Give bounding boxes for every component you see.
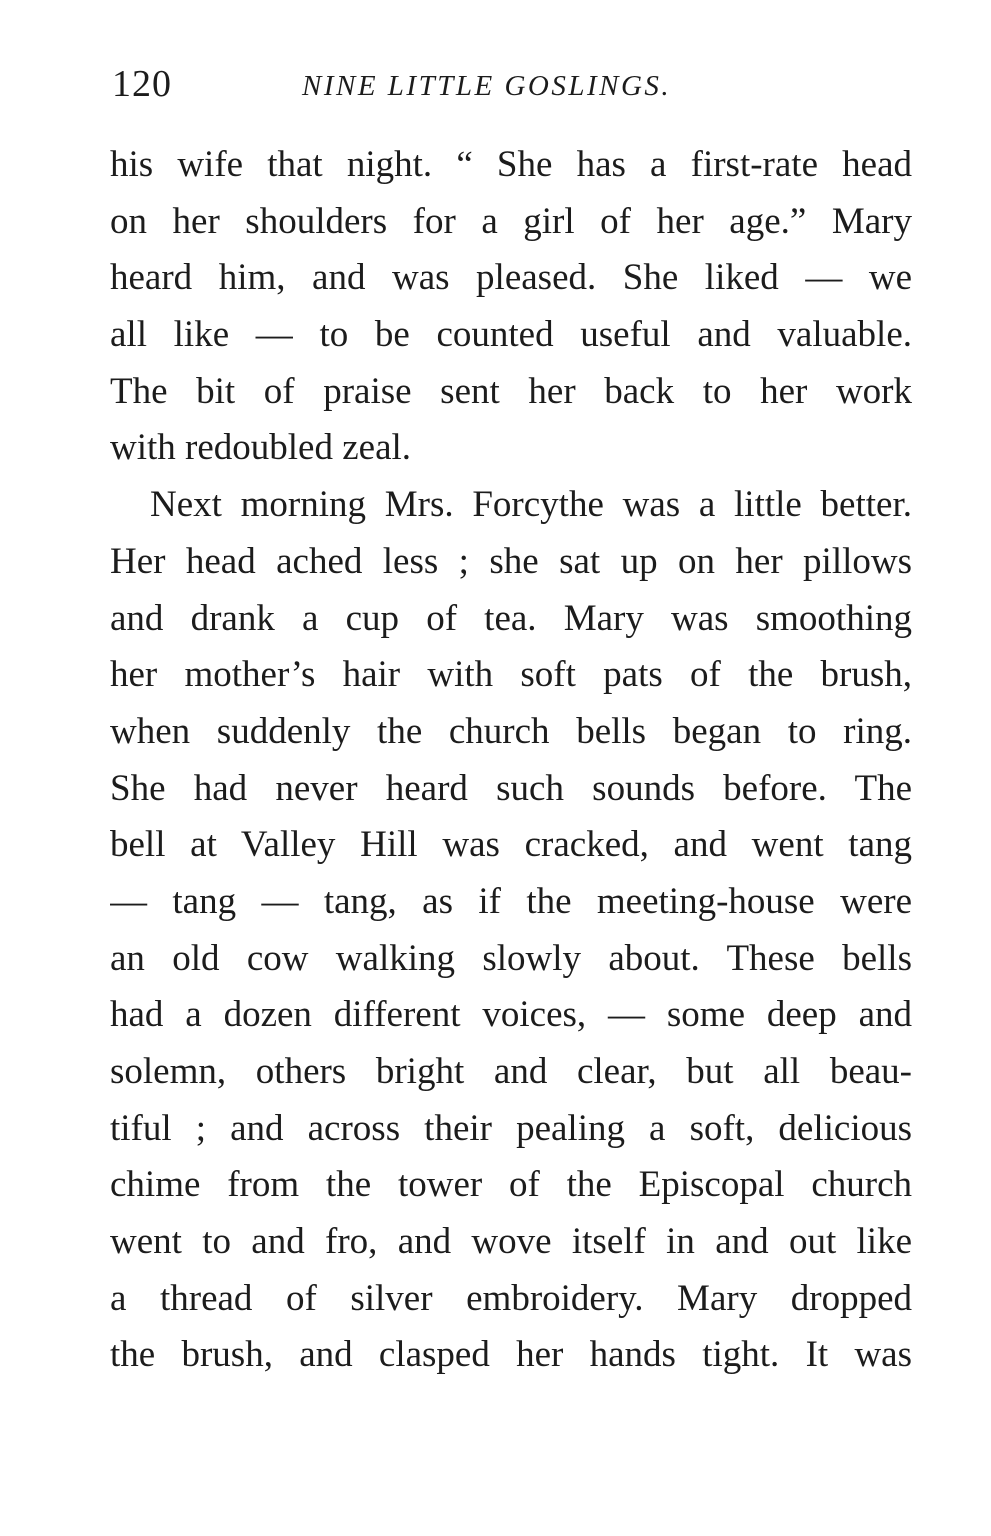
text-line: — tang — tang, as if the meeting-house were (110, 880, 912, 922)
page-number: 120 (112, 63, 172, 105)
text-line: went to and fro, and wove itself in and out like (110, 1221, 912, 1263)
text-line: his wife that night. “ She has a first-rate head (110, 144, 912, 185)
text-line: and drank a cup of tea. Mary was smoothing (110, 597, 912, 639)
text-line: Her head ached less ; she sat up on her pillows (110, 540, 912, 582)
text-line: had a dozen different voices, — some deep and (110, 994, 912, 1036)
text-line: chime from the tower of the Episcopal church (110, 1164, 912, 1206)
text-line: her mother’s hair with soft pats of the brush, (110, 654, 912, 696)
running-title: NINE LITTLE GOSLINGS. (302, 70, 672, 102)
text-line: the brush, and clasped her hands tight. It was (110, 1334, 912, 1376)
text-line: The bit of praise sent her back to her work (110, 370, 912, 412)
text-line: heard him, and was pleased. She liked — we (110, 257, 912, 299)
paragraph-start-line: Next morning Mrs. Forcythe was a little better. (150, 484, 912, 526)
text-line: a thread of silver embroidery. Mary dropped (110, 1277, 912, 1319)
paragraph-end-line: with redoubled zeal. (110, 427, 412, 469)
body-text (110, 137, 912, 1384)
text-line: solemn, others bright and clear, but all beau- (110, 1051, 912, 1092)
text-line: an old cow walking slowly about. These bells (110, 937, 912, 979)
text-line: on her shoulders for a girl of her age.” Mary (110, 200, 912, 242)
text-line: when suddenly the church bells began to ring. (110, 710, 912, 752)
text-line: tiful ; and across their pealing a soft, delicious (110, 1107, 912, 1149)
text-line: She had never heard such sounds before. The (110, 767, 912, 809)
text-line: bell at Valley Hill was cracked, and went tang (110, 824, 912, 866)
running-head (112, 62, 912, 106)
text-line: all like — to be counted useful and valuable. (110, 314, 912, 356)
